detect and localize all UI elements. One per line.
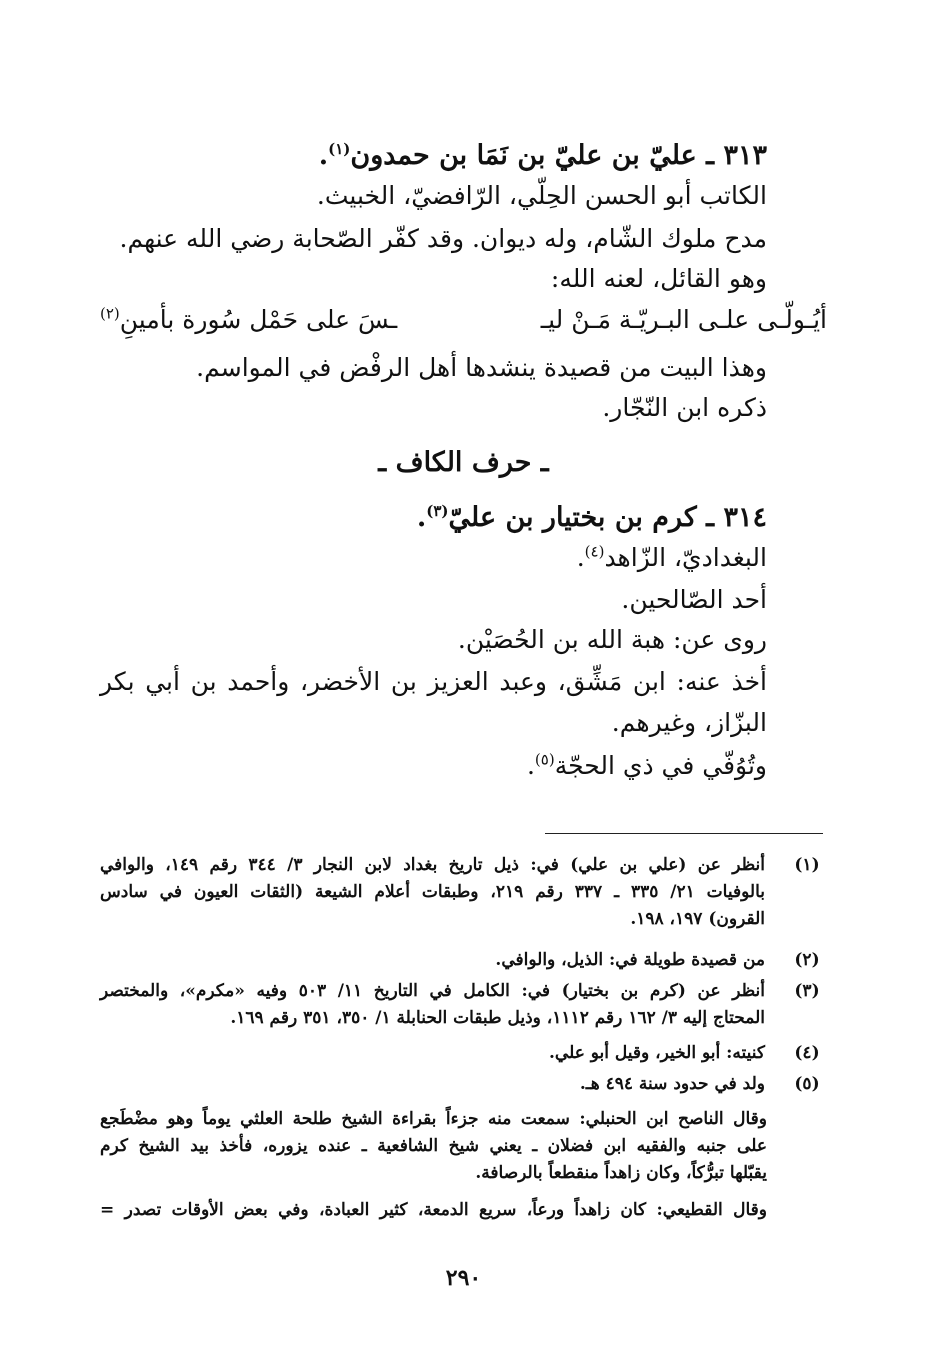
poem-second-hemistich: [100, 300, 397, 340]
entry-314-nisba: البغداديّ، الزّاهد: [604, 543, 767, 572]
footnote-5-continuation: وقال الناصح ابن الحنبلي: سمعت منه جزءاً بقراءة الشيخ طلحة العلثي يوماً وهو مضْطَجع: [100, 1109, 767, 1129]
footnote-text: كنيته: أبو الخير، وقيل أبو علي.: [548, 1043, 765, 1063]
entry-313-title: ٣١٣ ـ عليّ بن عليّ بن نَمَا بن حمدون: [350, 140, 767, 171]
heading-period: .: [318, 140, 329, 171]
footnote-text: ولد في حدود سنة ٤٩٤ هـ.: [579, 1074, 765, 1094]
line-period: .: [526, 751, 535, 780]
entry-314-death: وتُوُفّي في ذي الحجّة: [554, 751, 767, 780]
entry-314-line: روى عن: هبة الله بن الحُصَيْن.: [457, 625, 767, 654]
footnote-text: بالوفيات ٢١/ ٣٣٥ ـ ٣٣٧ رقم ٢١٩، وطبقات أعلام الشيعة (الثقات العيون في سادس: [100, 882, 765, 902]
entry-313-line: وهذا البيت من قصيدة ينشدها أهل الرفْض في المواسم.: [196, 353, 767, 382]
footnote-ref-2: (٢): [100, 304, 120, 323]
footnote-2: [100, 947, 827, 974]
footnote-4: [100, 1040, 827, 1067]
footnote-5: [100, 1071, 827, 1098]
entry-313-line: الكاتب أبو الحسن الحِلّي، الرّافضيّ، الخبيث.: [316, 181, 767, 210]
footnote-ref-4: (٤): [584, 542, 605, 561]
section-title: ـ حرف الكاف ـ: [378, 447, 549, 478]
footnote-number: (٥): [794, 1074, 820, 1094]
entry-314-title: ٣١٤ ـ كرم بن بختيار بن عليّ: [448, 502, 767, 533]
footnote-text: أنظر عن (كرم بن بختيار) في: الكامل في التاريخ ١١/ ٥٠٣ وفيه «مكرم»، والمختصر: [100, 981, 765, 1001]
footnote-number: (٣): [794, 981, 820, 1001]
line-period: .: [576, 543, 585, 572]
footnote-text: من قصيدة طويلة في: الذيل، والوافي.: [495, 950, 765, 970]
footnote-ref-5: (٥): [534, 750, 555, 769]
footnote-3: [100, 978, 827, 1032]
footnote-number: (١): [794, 855, 820, 875]
footnote-text: المحتاج إليه ٣/ ١٦٢ رقم ١١١٢، وذيل طبقات الحنابلة ١/ ٣٥٠، ٣٥١ رقم ١٦٩.: [230, 1008, 765, 1028]
footnote-5-last-line: وقال القطيعي: كان زاهداً ورعاً، سريع الدمعة، كثير العبادة، وفي بعض الأوقات تصدر =: [100, 1200, 767, 1220]
entry-314-line: [527, 748, 767, 784]
entry-314-line: أحد الصّالحين.: [621, 585, 767, 614]
entry-314-heading: [417, 500, 767, 536]
poem-first-hemistich: أيُـولّـى علـى البـريّـة مَـنْ ليـ: [540, 305, 827, 334]
entry-313-line: وهو القائل، لعنه الله:: [550, 264, 767, 293]
footnote-number: (٢): [794, 950, 820, 970]
entry-313-line: ذكره ابن النّجّار.: [602, 393, 767, 422]
footnote-text: القرون) ١٩٧، ١٩٨.: [630, 909, 765, 929]
entry-313-heading: [319, 138, 767, 174]
entry-314-line: أخذ عنه: ابن مَشِّق، وعبد العزيز بن الأخضر، وأحمد بن أبي بكر: [100, 667, 767, 696]
footnote-number: (٤): [794, 1043, 820, 1063]
poem-verse: [100, 300, 827, 340]
footnote-5-continuation: يقبّلها تبرُّكاً، وكان زاهداً منقطعاً بالرصافة.: [475, 1163, 767, 1183]
footnote-ref-3: (٣): [426, 502, 449, 520]
heading-period: .: [416, 502, 427, 533]
entry-313-line: مدح ملوك الشّام، وله ديوان. وقد كفّر الصّحابة رضي الله عنهم.: [119, 224, 767, 253]
entry-314-line: [577, 540, 767, 576]
poem-second-hemistich-text: ـسَ على حَمْل سُورة بأمينِ: [119, 305, 398, 334]
footnote-1: [100, 852, 827, 933]
footnote-separator: [545, 833, 823, 834]
entry-314-line: البزّاز، وغيرهم.: [611, 708, 767, 737]
footnote-text: أنظر عن (علي بن علي) في: ذيل تاريخ بغداد لابن النجار ٣/ ٣٤٤ رقم ١٤٩، والوافي: [100, 855, 765, 875]
footnote-5-continuation: على جنبه والفقيه ابن فضلان ـ يعني شيخ الشافعية ـ عنده يزوره، فأخذ بيد الشيخ كرم: [100, 1136, 767, 1156]
footnote-ref-1: (١): [328, 140, 351, 158]
page-number: ٢٩٠: [445, 1265, 482, 1291]
